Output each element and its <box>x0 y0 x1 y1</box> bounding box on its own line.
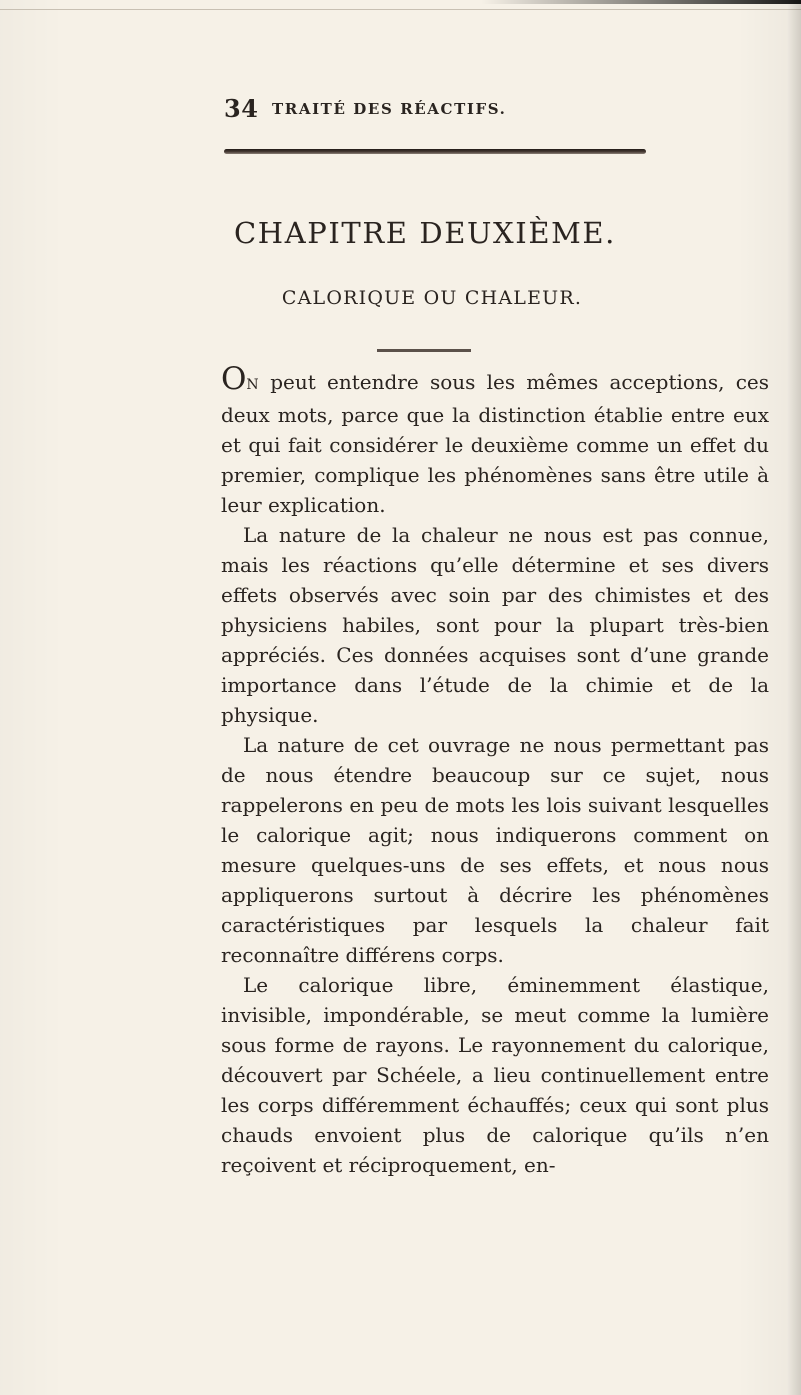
right-shadow <box>787 0 801 1395</box>
chapter-title: CHAPITRE DEUXIÈME. <box>234 216 616 250</box>
drop-cap: ON <box>221 361 259 397</box>
page-number: 34 <box>224 94 259 123</box>
paragraph-1: ON peut entendre sous les mêmes acceptions, ces deux mots, parce que la distinction établie entre eux et qui fait considérer le deuxième comme un effet du premier, complique les phénomènes sans être utile à leur explication. <box>221 361 769 517</box>
paragraph-4: Le calorique libre, éminemment élastique, invisible, impondérable, se meut comme la lumière sous forme de rayons. Le rayonnement du calorique, découvert par Schéele, a lieu continuellement entre les corps différemment échauffés; ceux qui sont plus chauds envoient plus de calorique qu’ils n’en reçoivent et réciproquement, en- <box>221 973 769 1177</box>
running-head <box>224 94 654 126</box>
body-text <box>221 361 769 1180</box>
paragraph-3: La nature de cet ouvrage ne nous permettant pas de nous étendre beaucoup sur ce sujet, nous rappelerons en peu de mots les lois suivant lesquelles le calorique agit; nous indiquerons comment on mesure quelques-uns de ses effets, et nous nous appliquerons surtout à décrire les phénomènes caractéristiques par lesquels la chaleur fait reconnaître différens corps. <box>221 733 769 967</box>
top-shadow <box>481 0 801 4</box>
running-title: TRAITÉ DES RÉACTIFS. <box>272 100 507 118</box>
header-rule <box>224 149 646 154</box>
paragraph-2: La nature de la chaleur ne nous est pas connue, mais les réactions qu’elle détermine et ses divers effets observés avec soin par des chimistes et des physiciens habiles, sont pour la plupart très-bien appréciés. Ces données acquises sont d’une grande importance dans l’étude de la chimie et de la physique. <box>221 523 769 727</box>
section-rule <box>377 349 471 352</box>
section-title: CALORIQUE OU CHALEUR. <box>281 287 583 309</box>
